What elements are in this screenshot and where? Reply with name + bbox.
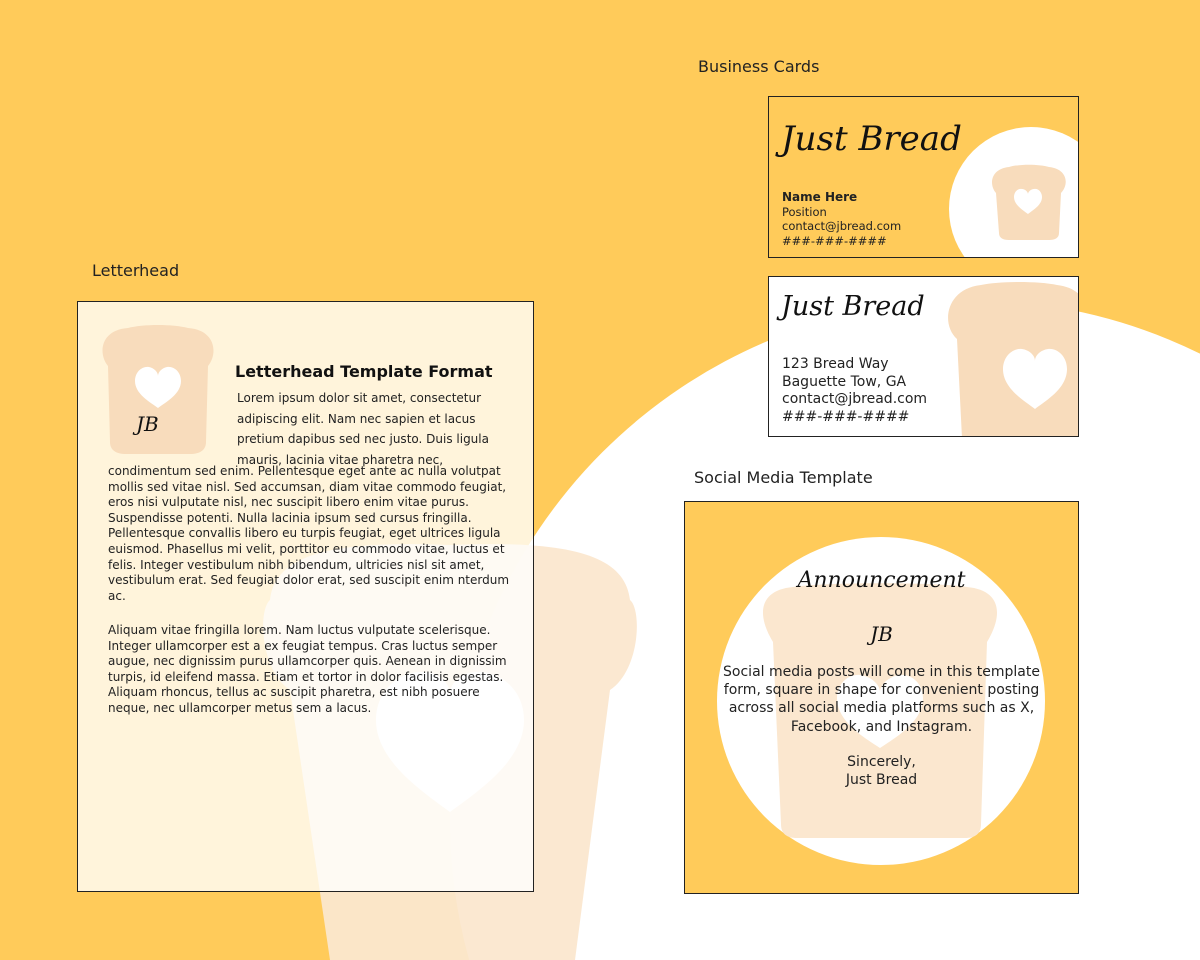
social-monogram: JB	[870, 622, 893, 646]
social-media-post	[684, 501, 1079, 894]
business-card-back	[768, 276, 1079, 437]
card-phone: ###-###-####	[782, 233, 887, 248]
card-name: Name Here	[782, 190, 858, 204]
card-phone: ###-###-####	[782, 409, 910, 426]
card-address-line-2: Baguette Tow, GA	[782, 373, 907, 390]
business-cards-label: Business Cards	[698, 57, 820, 76]
social-signature: Just Bread	[845, 772, 918, 789]
letterhead-monogram: JB	[136, 412, 159, 436]
card-email: contact@jbread.com	[782, 391, 928, 408]
card-email: contact@jbread.com	[782, 219, 902, 233]
card-address-block	[782, 356, 927, 427]
social-body-text: Social media posts will come in this template form, square in shape for convenient posting across all social media platforms such as X, Facebook, and Instagram.	[723, 664, 1040, 735]
card-contact-block	[782, 190, 901, 248]
card-brand-logo: Just Bread	[781, 119, 962, 159]
letterhead-label: Letterhead	[92, 261, 180, 280]
card-address-line-1: 123 Bread Way	[782, 356, 889, 372]
letterhead-heading: Letterhead Template Format	[235, 362, 493, 381]
social-signoff	[685, 753, 1078, 789]
letterhead-paragraph-2: Aliquam vitae fringilla lorem. Nam luctus vulputate scelerisque. Integer ullamcorper est a ex feugiat tempus. Cras luctus semper augue, nec dignissim purus ullamcorper quis. Aenean in dignissim turpis, id eleifend massa. Etiam et tortor in dolor facilisis egestas. Aliquam rhoncus, tellus ac suscipit pharetra, est nibh posuere neque, nec ullamcorper metus sem a lacus.	[108, 623, 507, 715]
social-media-label: Social Media Template	[694, 468, 873, 487]
letterhead-document	[77, 301, 534, 892]
social-title: Announcement	[797, 568, 966, 593]
card-position: Position	[782, 204, 827, 219]
letterhead-paragraph-1-rest: condimentum sed enim. Pellentesque eget ante ac nulla volutpat mollis sed vitae nisl. Sed accumsan, diam vitae commodo feugiat, eros nisi vulputate nisl, nec suscipit libero enim vitae purus. Suspendisse potenti. Nulla lacinia ipsum sed cursus fringilla. Pellentesque convallis libero eu turpis feugiat, eget ultrices ligula euismod. Phasellus mi velit, porttitor eu commodo vitae, luctus et felis. Integer vestibulum nibh bibendum, ultricies nisl sit amet, vestibulum erat. Sed feugiat dolor erat, sed suscipit enim nterdum ac.	[108, 464, 510, 603]
business-card-front	[768, 96, 1079, 258]
letterhead-paragraph-1-start: Lorem ipsum dolor sit amet, consectetur adipiscing elit. Nam nec sapien et lacus pretium dapibus sed nec justo. Duis ligula mauris, lacinia vitae pharetra nec,	[237, 391, 489, 467]
card-brand-logo: Just Bread	[781, 291, 925, 322]
social-closing: Sincerely,	[847, 754, 916, 770]
